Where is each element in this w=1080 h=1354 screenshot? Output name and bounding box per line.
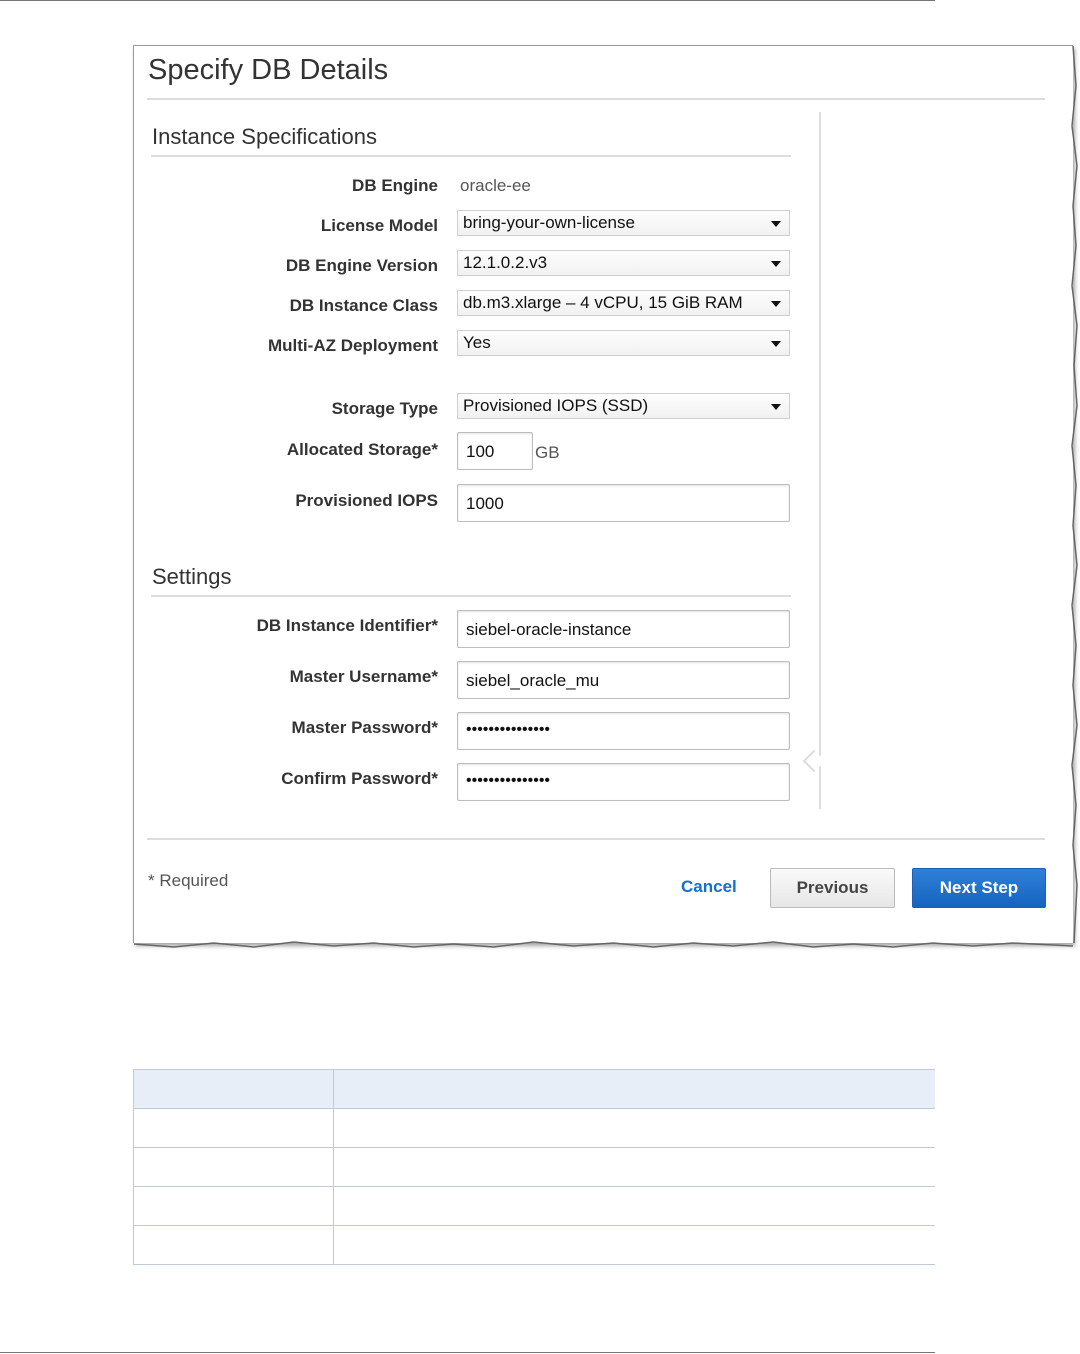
torn-edge-right xyxy=(1071,46,1079,943)
table-cell xyxy=(134,1109,334,1148)
master-username-input[interactable]: siebel_oracle_mu xyxy=(457,661,790,699)
torn-edge-bottom xyxy=(134,941,1073,949)
table-row xyxy=(134,1187,936,1226)
engine-version-value: 12.1.0.2.v3 xyxy=(463,253,548,272)
table-cell xyxy=(134,1070,334,1109)
master-username-label: Master Username* xyxy=(289,667,438,686)
provisioned-iops-input[interactable]: 1000 xyxy=(457,484,790,522)
section-title-settings: Settings xyxy=(152,564,232,589)
multi-az-value: Yes xyxy=(463,333,491,352)
license-model-label: License Model xyxy=(320,216,438,235)
allocated-storage-label: Allocated Storage* xyxy=(286,440,438,459)
multi-az-label: Multi-AZ Deployment xyxy=(268,336,438,355)
table-cell xyxy=(334,1148,936,1187)
help-panel-pointer xyxy=(803,750,826,773)
confirm-password-label: Confirm Password* xyxy=(281,769,438,788)
empty-table xyxy=(133,1069,935,1265)
chevron-down-icon xyxy=(771,221,781,227)
page-title: Specify DB Details xyxy=(148,54,389,86)
footer-divider xyxy=(147,838,1045,840)
storage-type-label: Storage Type xyxy=(331,399,438,418)
allocated-storage-input[interactable]: 100 xyxy=(457,432,533,470)
section-divider-instance xyxy=(151,155,791,157)
allocated-storage-unit: GB xyxy=(535,443,560,462)
required-note: * Required xyxy=(148,871,229,890)
instance-identifier-input[interactable]: siebel-oracle-instance xyxy=(457,610,790,648)
instance-identifier-label: DB Instance Identifier* xyxy=(256,616,438,635)
provisioned-iops-label: Provisioned IOPS xyxy=(295,491,438,510)
storage-type-value: Provisioned IOPS (SSD) xyxy=(463,396,649,415)
table-cell xyxy=(334,1187,936,1226)
table-cell xyxy=(334,1109,936,1148)
cancel-link[interactable]: Cancel xyxy=(681,877,737,896)
table-cell xyxy=(334,1070,936,1109)
table-cell xyxy=(134,1226,334,1265)
master-password-label: Master Password* xyxy=(291,718,438,737)
instance-class-select[interactable] xyxy=(457,290,790,316)
page-bottom-rule xyxy=(0,1352,935,1353)
help-panel-divider xyxy=(819,112,821,809)
confirm-password-input[interactable]: ••••••••••••••• xyxy=(457,763,790,801)
previous-button[interactable]: Previous xyxy=(770,868,895,908)
instance-class-label: DB Instance Class xyxy=(289,296,438,315)
db-engine-label: DB Engine xyxy=(352,176,438,195)
specify-db-details-panel xyxy=(133,45,1073,943)
section-title-instance-specifications: Instance Specifications xyxy=(152,124,378,149)
table-cell xyxy=(134,1187,334,1226)
db-engine-value: oracle-ee xyxy=(460,176,531,195)
chevron-down-icon xyxy=(771,404,781,410)
table-row xyxy=(134,1148,936,1187)
multi-az-select[interactable] xyxy=(457,330,790,356)
license-model-select[interactable] xyxy=(457,210,790,236)
table-cell xyxy=(134,1148,334,1187)
section-divider-settings xyxy=(151,595,791,597)
table-cell xyxy=(334,1226,936,1265)
instance-class-value: db.m3.xlarge – 4 vCPU, 15 GiB RAM xyxy=(463,293,743,312)
engine-version-select[interactable] xyxy=(457,250,790,276)
page-top-rule xyxy=(0,0,935,1)
master-password-input[interactable]: ••••••••••••••• xyxy=(457,712,790,750)
chevron-down-icon xyxy=(771,301,781,307)
chevron-down-icon xyxy=(771,341,781,347)
chevron-down-icon xyxy=(771,261,781,267)
engine-version-label: DB Engine Version xyxy=(285,256,438,275)
next-step-button[interactable]: Next Step xyxy=(912,868,1046,908)
table-header-row xyxy=(134,1070,936,1109)
table-row xyxy=(134,1226,936,1265)
storage-type-select[interactable] xyxy=(457,393,790,419)
license-model-value: bring-your-own-license xyxy=(463,213,635,232)
title-divider xyxy=(147,98,1045,100)
table-row xyxy=(134,1109,936,1148)
